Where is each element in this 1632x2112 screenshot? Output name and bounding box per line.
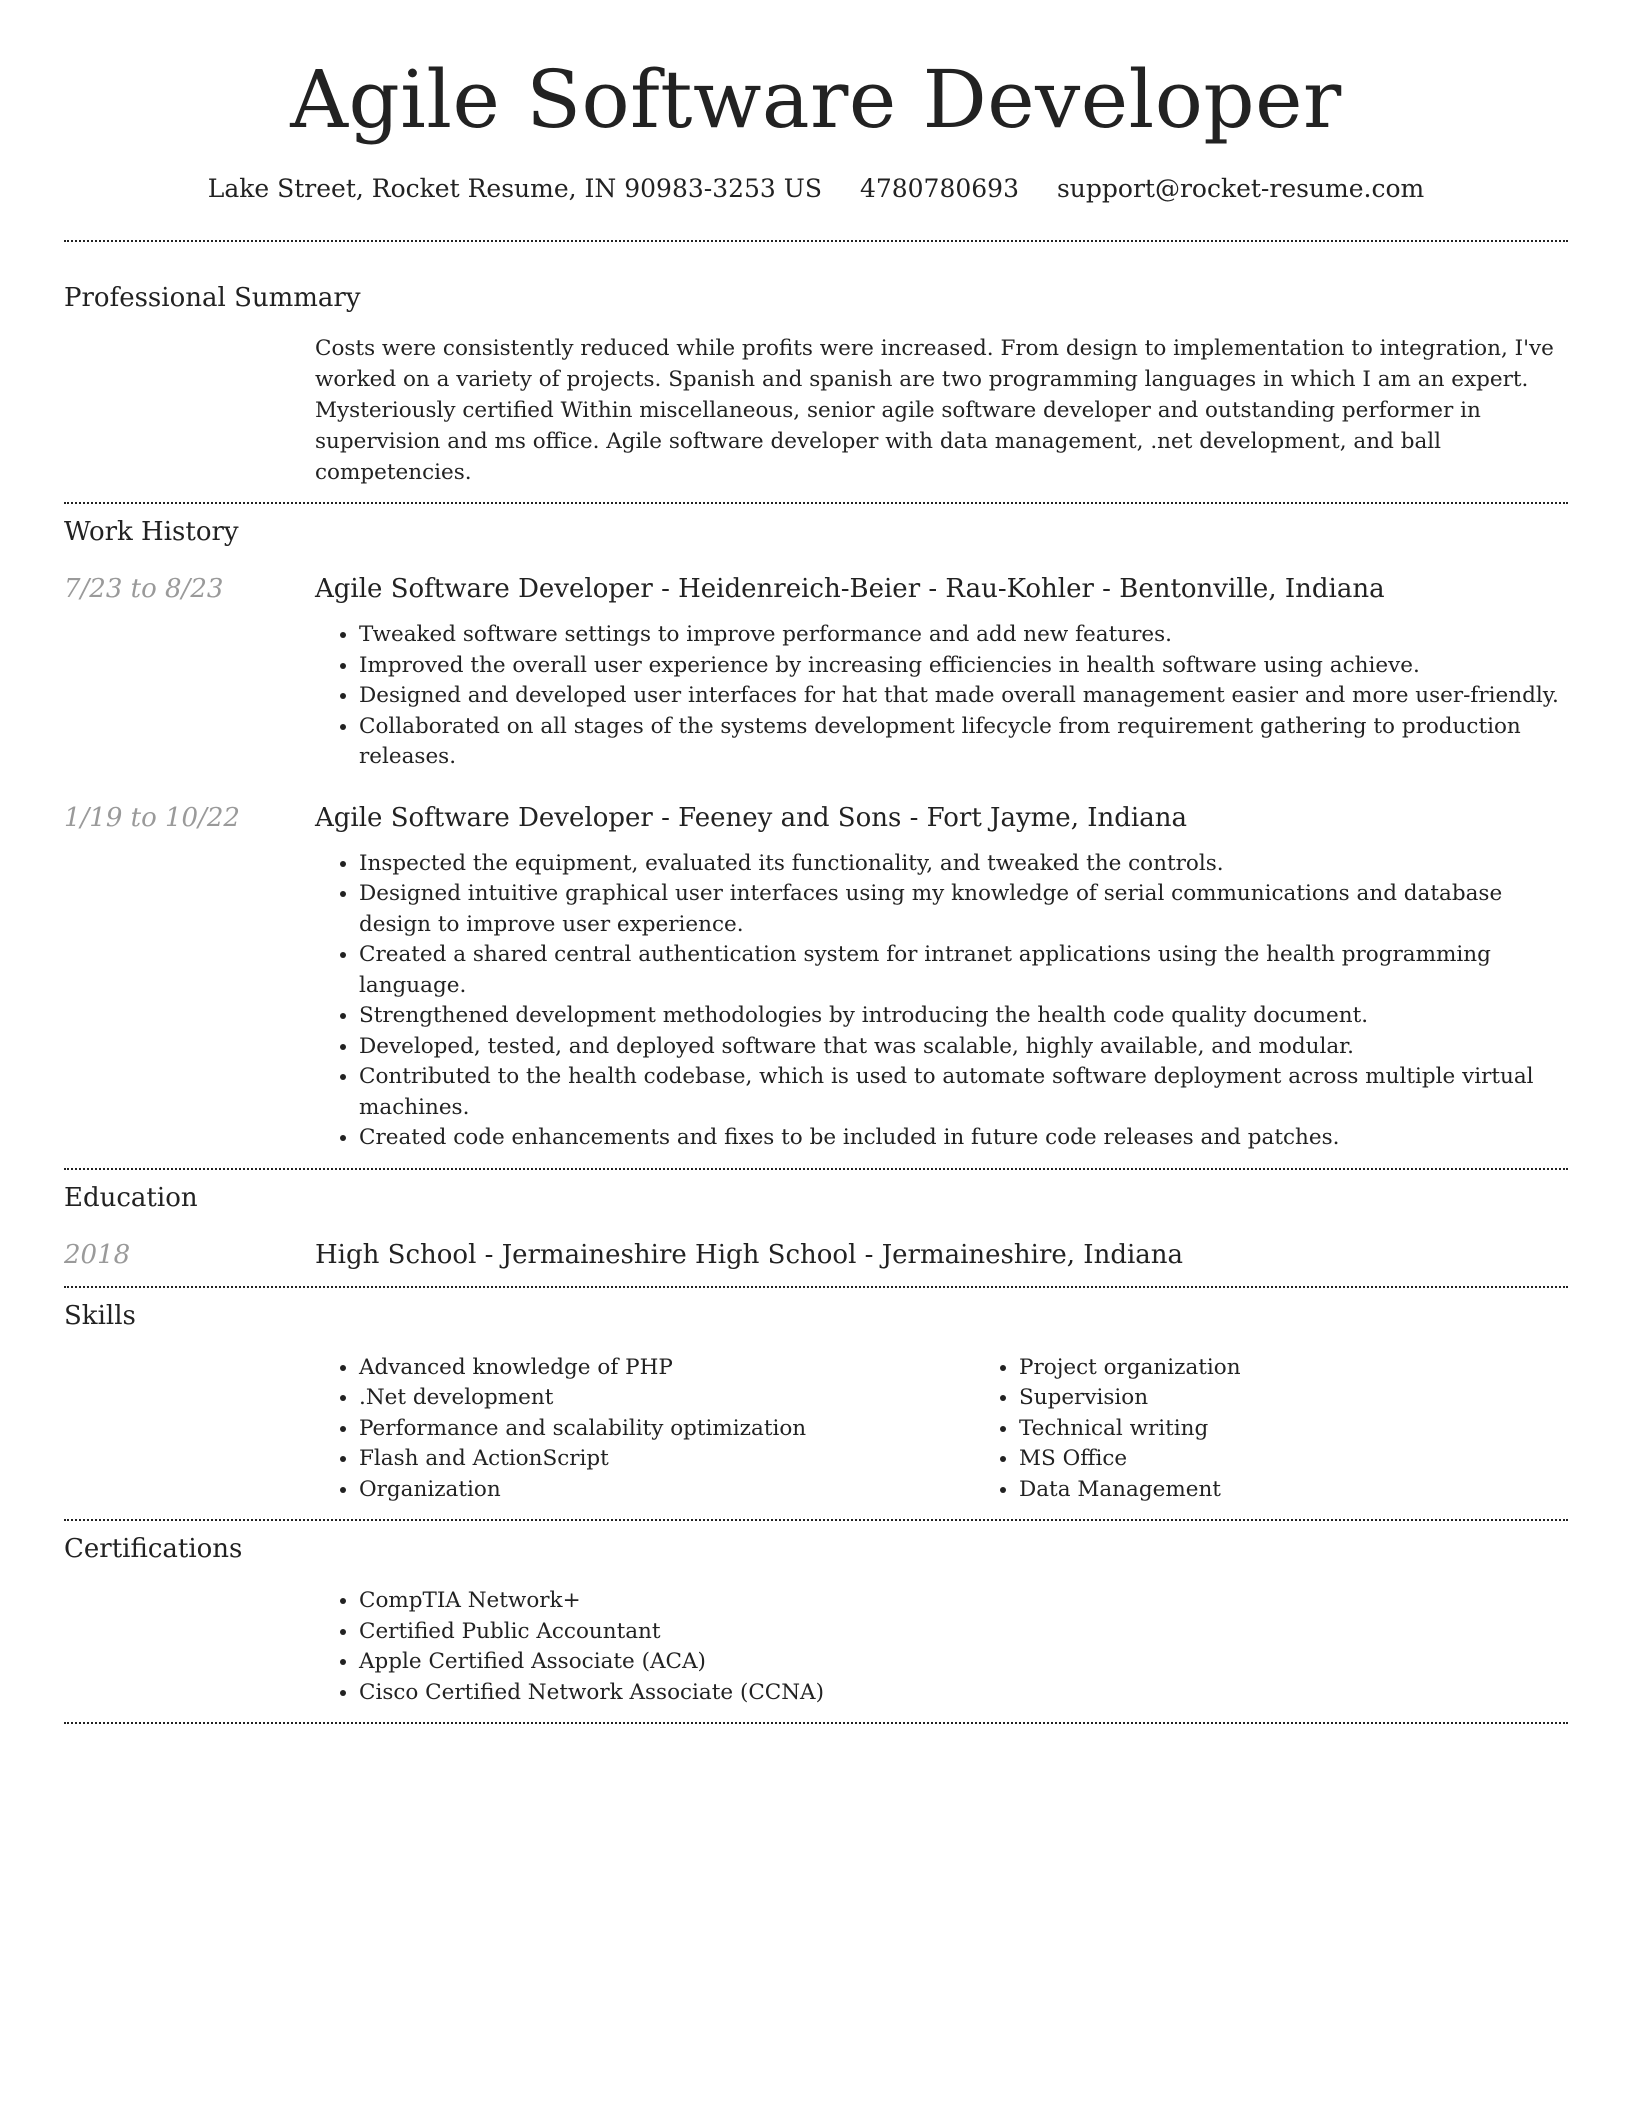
certifications-list [315, 1586, 1568, 1708]
contact-line [64, 172, 1568, 206]
job-bullet: • Designed and developed user interfaces for hat that made overall management easier and more user-friendly. [359, 681, 1568, 712]
job-dates: 7/23 to 8/23 [64, 574, 224, 604]
skill-item: • Project organization [1019, 1353, 1568, 1384]
contact-email: support@rocket-resume.com [1056, 174, 1425, 203]
summary-section [64, 242, 1568, 502]
section-divider [64, 1722, 1568, 1724]
job-bullet: • Developed, tested, and deployed software that was scalable, highly available, and modular. [359, 1032, 1568, 1063]
skill-item: • Flash and ActionScript [359, 1444, 975, 1475]
summary-title: Professional Summary [64, 283, 361, 313]
job-bullet: • Collaborated on all stages of the systems development lifecycle from requirement gathering to production releases. [359, 712, 1568, 773]
skills-list-left [315, 1353, 975, 1506]
job-entry [64, 801, 1568, 1154]
certifications-section [64, 1521, 1568, 1722]
education-title: Education [64, 1182, 198, 1213]
skills-grid [315, 1353, 1568, 1506]
skill-item: • Data Management [1019, 1475, 1568, 1506]
job-bullets [315, 849, 1568, 1154]
skills-section [64, 1288, 1568, 1520]
work-history-title: Work History [64, 517, 239, 547]
job-bullet: • Created code enhancements and fixes to be included in future code releases and patches. [359, 1123, 1568, 1154]
job-dates: 1/19 to 10/22 [64, 802, 240, 833]
job-bullet: • Designed intuitive graphical user interfaces using my knowledge of serial communications and database design to improve user experience. [359, 879, 1568, 940]
education-entry [64, 1238, 1568, 1272]
skill-item: • MS Office [1019, 1444, 1568, 1475]
contact-phone: 4780780693 [859, 174, 1019, 203]
skill-item: • Supervision [1019, 1383, 1568, 1414]
job-bullet: • Strengthened development methodologies by introducing the health code quality document. [359, 1001, 1568, 1032]
job-bullet: • Contributed to the health codebase, which is used to automate software deployment across multiple virtual machines. [359, 1062, 1568, 1123]
skills-list-right [975, 1353, 1568, 1506]
candidate-name: Agile Software Developer [290, 53, 1342, 146]
certification-item: • Certified Public Accountant [359, 1617, 1568, 1648]
skill-item: • Technical writing [1019, 1414, 1568, 1445]
contact-address: Lake Street, Rocket Resume, IN 90983-3253 US [207, 174, 822, 203]
job-heading: Agile Software Developer - Feeney and Sons - Fort Jayme, Indiana [315, 802, 1187, 833]
job-entry [64, 572, 1568, 773]
skills-title: Skills [64, 1300, 136, 1331]
education-section [64, 1170, 1568, 1286]
job-bullets [315, 620, 1568, 773]
job-bullet: • Inspected the equipment, evaluated its functionality, and tweaked the controls. [359, 849, 1568, 880]
skill-item: • Organization [359, 1475, 975, 1506]
certification-item: • Cisco Certified Network Associate (CCNA) [359, 1678, 1568, 1709]
education-year: 2018 [64, 1239, 131, 1270]
job-bullet: • Tweaked software settings to improve performance and add new features. [359, 620, 1568, 651]
job-bullet: • Created a shared central authentication system for intranet applications using the health programming language. [359, 940, 1568, 1001]
skill-item: • Performance and scalability optimization [359, 1414, 975, 1445]
resume-header [64, 0, 1568, 206]
certification-item: • Apple Certified Associate (ACA) [359, 1647, 1568, 1678]
education-heading: High School - Jermaineshire High School - Jermaineshire, Indiana [315, 1239, 1184, 1270]
skill-item: • Advanced knowledge of PHP [359, 1353, 975, 1384]
job-bullet: • Improved the overall user experience by increasing efficiencies in health software using achieve. [359, 651, 1568, 682]
certification-item: • CompTIA Network+ [359, 1586, 1568, 1617]
certifications-title: Certifications [64, 1534, 243, 1564]
skill-item: • .Net development [359, 1383, 975, 1414]
job-heading: Agile Software Developer - Heidenreich-Beier - Rau-Kohler - Bentonville, Indiana [315, 574, 1385, 604]
summary-text: Costs were consistently reduced while profits were increased. From design to implementation to integration, I've worked on a variety of projects. Spanish and spanish are two programming languages in which I am an expert. Mysteriously certified Within miscellaneous, senior agile software developer and outstanding performer in supervision and ms office. Agile software developer with data management, .net development, and ball competencies. [315, 336, 1554, 485]
work-history-section [64, 504, 1568, 1168]
